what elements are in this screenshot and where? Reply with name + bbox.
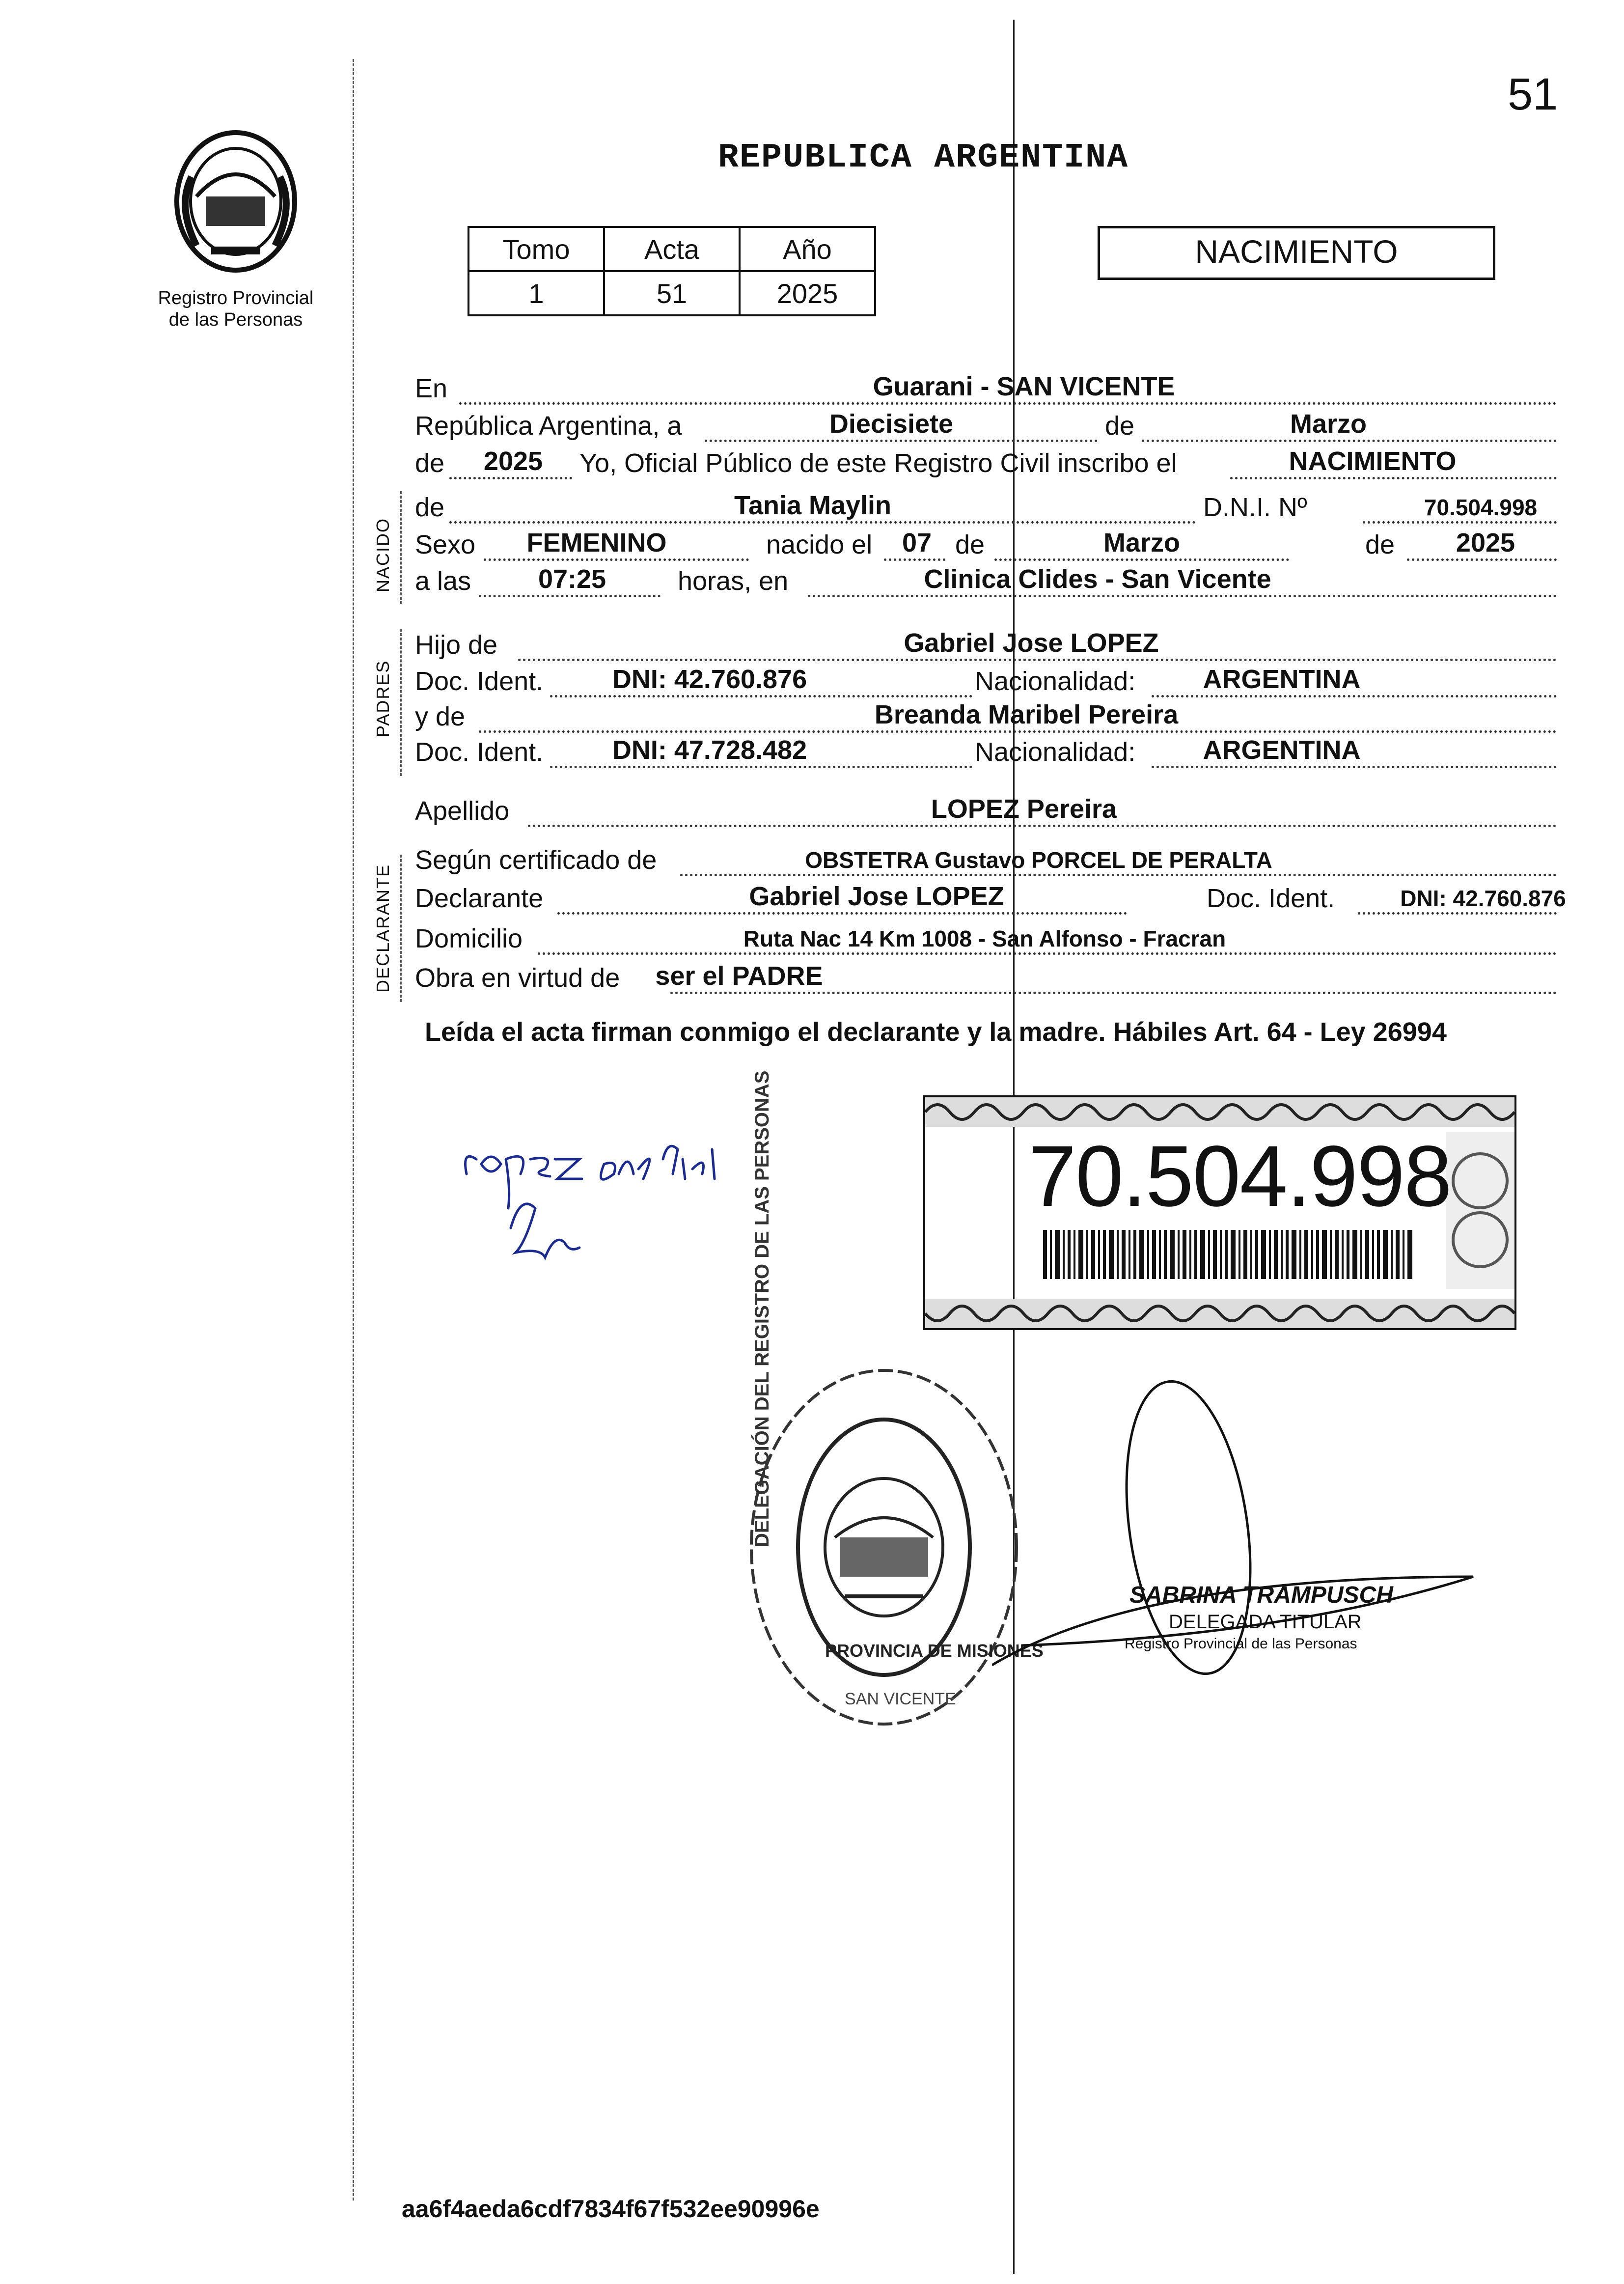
dotted-line (1358, 912, 1557, 915)
dotted-line (705, 440, 1098, 442)
value-mother-doc: DNI: 47.728.482 (612, 735, 807, 765)
table-header-tomo: Tomo (468, 227, 604, 271)
document-hash: aa6f4aeda6cdf7834f67f532ee90996e (402, 2195, 820, 2223)
label-nacido: nacido el (766, 530, 873, 559)
value-declarant-doc: DNI: 42.760.876 (1400, 886, 1566, 911)
dni-number: 70.504.998 (1028, 1128, 1451, 1225)
label-horas: horas, en (678, 566, 789, 596)
table-value-tomo: 1 (468, 271, 604, 315)
dotted-line (484, 558, 749, 561)
stamp-outer-text: DELEGACIÓN DEL REGISTRO DE LAS PERSONAS (751, 1070, 773, 1547)
label-hijo: Hijo de (415, 630, 498, 660)
dotted-line (1230, 477, 1557, 479)
left-margin-line (353, 59, 354, 2200)
form-row-surname (415, 796, 1557, 830)
form-row-mother-doc (415, 737, 1557, 771)
label-doc: Doc. Ident. (415, 667, 544, 696)
dotted-line (538, 952, 1557, 955)
official-name: SABRINA TRAMPUSCH (1129, 1582, 1393, 1608)
form-row-sex (415, 529, 1557, 564)
dotted-line (1407, 558, 1557, 561)
page-number: 51 (1508, 69, 1558, 119)
misiones-seal-icon (162, 123, 309, 280)
value-mother-name: Breanda Maribel Pereira (874, 700, 1179, 729)
form-row-date (415, 411, 1557, 445)
table-value-ano: 2025 (740, 271, 875, 315)
guilloche-pattern-top (925, 1097, 1514, 1127)
side-label-padres: PADRES (373, 660, 393, 737)
dotted-line (449, 477, 572, 479)
dotted-line (550, 695, 972, 697)
section-bracket-declarante (400, 855, 402, 1002)
form-row-time (415, 566, 1557, 600)
form-row-address (415, 923, 1557, 958)
label-obra: Obra en virtud de (415, 963, 620, 993)
dotted-line (479, 730, 1557, 733)
dotted-line (670, 992, 1557, 994)
label-segun: Según certificado de (415, 845, 657, 875)
value-declarant: Gabriel Jose LOPEZ (749, 882, 1004, 911)
dotted-line (528, 825, 1557, 827)
official-signature (992, 1370, 1503, 1763)
value-birth-year: 2025 (1456, 528, 1515, 557)
label-de2: de (415, 448, 445, 478)
label-sexo: Sexo (415, 530, 476, 559)
value-birth-day: 07 (902, 528, 932, 557)
stamp-bottom-text: SAN VICENTE (845, 1690, 956, 1708)
handwritten-signature-icon (457, 1130, 732, 1277)
province-logo (162, 123, 309, 280)
value-mother-nationality: ARGENTINA (1203, 735, 1361, 765)
label-de5: de (1365, 530, 1395, 559)
label-de: de (1105, 411, 1135, 441)
table-header-ano: Año (740, 227, 875, 271)
label-en: En (415, 374, 448, 403)
label-republica: República Argentina, a (415, 411, 682, 441)
label-doc3: Doc. Ident. (1207, 884, 1335, 913)
value-address: Ruta Nac 14 Km 1008 - San Alfonso - Fracran (743, 926, 1226, 951)
label-nacionalidad2: Nacionalidad: (975, 737, 1136, 767)
label-dni: D.N.I. Nº (1203, 493, 1307, 522)
record-type-box: NACIMIENTO (1098, 226, 1495, 280)
value-month: Marzo (1290, 409, 1367, 439)
dotted-line (1142, 440, 1557, 442)
side-label-declarante: DECLARANTE (373, 863, 393, 993)
value-birth-place: Clinica Clides - San Vicente (924, 564, 1271, 594)
record-table (468, 226, 876, 316)
logo-caption-line1: Registro Provincial (158, 288, 314, 308)
form-row-declarant (415, 882, 1566, 918)
value-birth-month: Marzo (1103, 528, 1181, 557)
section-bracket-nacido (400, 491, 402, 604)
value-year: 2025 (483, 446, 543, 476)
value-surname: LOPEZ Pereira (931, 794, 1117, 824)
declarant-signature (457, 1130, 732, 1277)
label-apellido: Apellido (415, 796, 510, 826)
dotted-line (557, 912, 1127, 915)
value-child-name: Tania Maylin (734, 491, 892, 520)
form-row-father (415, 630, 1557, 664)
form-row-capacity (415, 963, 1557, 997)
label-doc2: Doc. Ident. (415, 737, 544, 767)
label-nacionalidad: Nacionalidad: (975, 667, 1136, 696)
label-yde: y de (415, 702, 466, 731)
table-value-acta: 51 (604, 271, 740, 315)
section-bracket-padres (400, 629, 402, 776)
value-capacity: ser el PADRE (655, 961, 823, 991)
form-row-mother (415, 701, 1557, 736)
official-stamp (732, 1070, 1044, 1744)
value-birth-time: 07:25 (538, 564, 606, 594)
dotted-line (550, 766, 972, 768)
dotted-line (459, 402, 1557, 405)
dotted-line (994, 558, 1289, 561)
logo-caption-line2: de las Personas (168, 309, 303, 330)
dotted-line (449, 521, 1196, 524)
side-label-nacido: NACIDO (373, 517, 393, 592)
value-certificate: OBSTETRA Gustavo PORCEL DE PERALTA (805, 847, 1272, 873)
form-row-place (415, 373, 1557, 408)
value-father-nationality: ARGENTINA (1203, 665, 1361, 694)
table-header-acta: Acta (604, 227, 740, 271)
barcode (1043, 1230, 1416, 1279)
value-act-type: NACIMIENTO (1289, 446, 1457, 476)
hologram-pattern (1446, 1132, 1514, 1289)
dotted-line (808, 595, 1557, 597)
value-sex: FEMENINO (526, 528, 667, 557)
official-title: DELEGADA TITULAR (1169, 1611, 1362, 1633)
logo-caption (142, 287, 329, 331)
label-yo: Yo, Oficial Público de este Registro Civil inscribo el (579, 448, 1177, 478)
label-alas: a las (415, 566, 471, 596)
dni-sticker (923, 1095, 1516, 1330)
closing-statement: Leída el acta firman conmigo el declarante y la madre. Hábiles Art. 64 - Ley 26994 (425, 1017, 1447, 1047)
dotted-line (1152, 766, 1557, 768)
form-row-certificate (415, 845, 1557, 879)
dotted-line (680, 874, 1557, 876)
official-signature-scribble-icon (992, 1370, 1503, 1763)
label-de4: de (955, 530, 985, 559)
official-org: Registro Provincial de las Personas (1125, 1636, 1357, 1652)
value-father-name: Gabriel Jose LOPEZ (904, 628, 1159, 658)
dotted-line (479, 595, 661, 597)
country-title: REPUBLICA ARGENTINA (718, 139, 1129, 177)
label-declarante: Declarante (415, 884, 544, 913)
value-child-dni: 70.504.998 (1424, 495, 1538, 520)
value-day-words: Diecisiete (829, 409, 954, 439)
dotted-line (884, 558, 945, 561)
registry-stamp-icon (732, 1341, 1036, 1744)
label-de3: de (415, 493, 445, 522)
value-place: Guarani - SAN VICENTE (873, 372, 1175, 401)
label-domicilio: Domicilio (415, 924, 523, 953)
value-father-doc: DNI: 42.760.876 (612, 665, 807, 694)
form-row-child (415, 492, 1557, 527)
stamp-inner-text: PROVINCIA DE MISIONES (825, 1641, 1044, 1661)
form-row-year (415, 448, 1557, 482)
dotted-line (1363, 521, 1557, 524)
dotted-line (518, 659, 1557, 661)
dotted-line (1152, 695, 1557, 697)
guilloche-pattern-bottom (925, 1299, 1514, 1328)
form-row-father-doc (415, 666, 1557, 700)
